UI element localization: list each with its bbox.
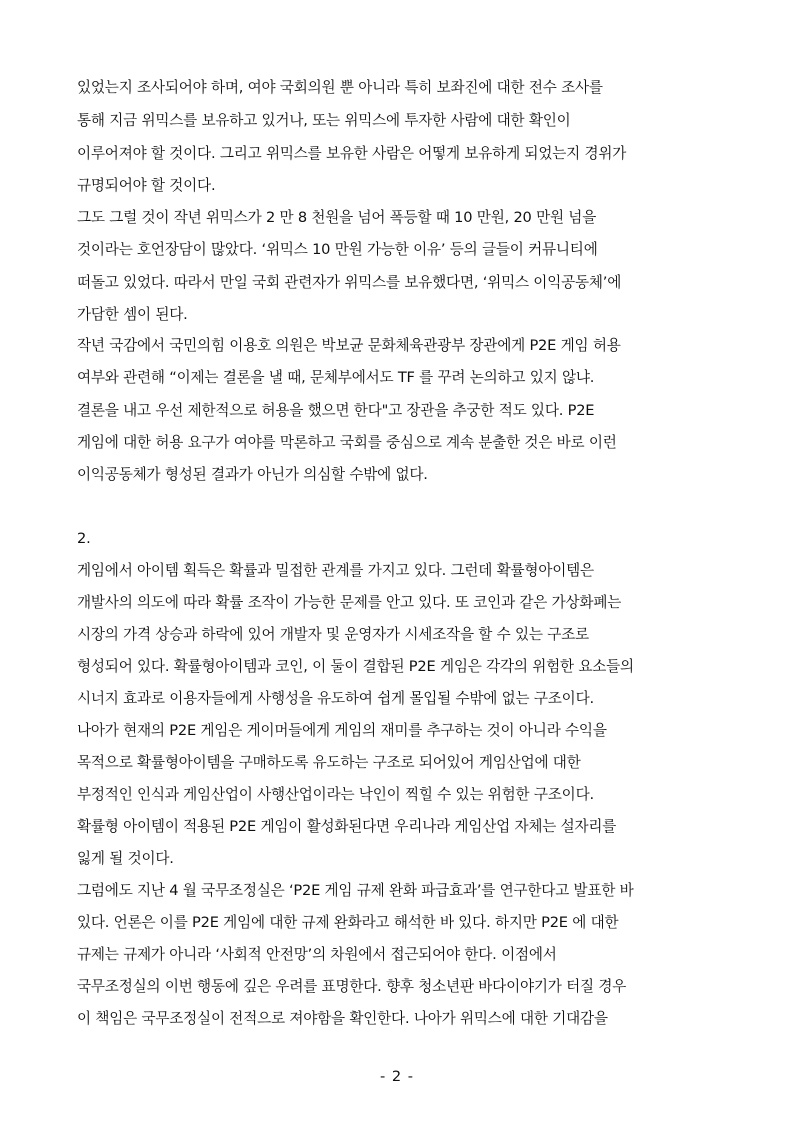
text-line: 개발사의 의도에 따라 확률 조작이 가능한 문제를 안고 있다. 또 코인과 같은 가상화폐는 xyxy=(77,594,622,611)
text-line: 있었는지 조사되어야 하며, 여야 국회의원 뿐 아니라 특히 보좌진에 대한 전수 조사를 xyxy=(77,79,603,96)
text-line: 가담한 셈이 된다. xyxy=(77,306,188,323)
text-line: 있다. 언론은 이를 P2E 게임에 대한 규제 완화라고 해석한 바 있다. 하지만 P2E 에 대한 xyxy=(77,914,619,931)
text-line: 작년 국감에서 국민의힘 이용호 의원은 박보균 문화체육관광부 장관에게 P2E 게임 허용 xyxy=(77,337,621,354)
text-line: 여부와 관련해 “이제는 결론을 낼 때, 문체부에서도 TF 를 꾸려 논의하고 있지 않냐. xyxy=(77,369,595,386)
text-line: 게임에 대한 허용 요구가 여야를 막론하고 국회를 중심으로 계속 분출한 것은 바로 이런 xyxy=(77,434,617,451)
text-line: 게임에서 아이템 획득은 확률과 밀접한 관계를 가지고 있다. 그런데 확률형아이템은 xyxy=(77,562,594,579)
text-line: 것이라는 호언장담이 많았다. ‘위믹스 10 만원 가능한 이유’ 등의 글들이 커뮤니티에 xyxy=(77,241,598,258)
text-line: 규명되어야 할 것이다. xyxy=(77,177,216,194)
text-line: 그럼에도 지난 4 월 국무조정실은 ‘P2E 게임 규제 완화 파급효과’를 연구한다고 발표한 바 xyxy=(77,882,634,899)
text-line: 이루어져야 할 것이다. 그리고 위믹스를 보유한 사람은 어떻게 보유하게 되었는지 경위가 xyxy=(77,145,627,162)
text-line: 형성되어 있다. 확률형아이템과 코인, 이 둘이 결합된 P2E 게임은 각각의 위험한 요소들의 xyxy=(77,658,634,675)
text-line: 그도 그럴 것이 작년 위믹스가 2 만 8 천원을 넘어 폭등할 때 10 만원, 20 만원 넘을 xyxy=(77,209,597,226)
text-line: 나아가 현재의 P2E 게임은 게이머들에게 게임의 재미를 추구하는 것이 아니라 수익을 xyxy=(77,722,607,739)
text-line: 확률형 아이템이 적용된 P2E 게임이 활성화된다면 우리나라 게임산업 자체는 설자리를 xyxy=(77,818,617,835)
text-line: 목적으로 확률형아이템을 구매하도록 유도하는 구조로 되어있어 게임산업에 대한 xyxy=(77,754,581,771)
text-line: 규제는 규제가 아니라 ‘사회적 안전망’의 차원에서 접근되어야 한다. 이점에서 xyxy=(77,946,557,963)
text-line: 잃게 될 것이다. xyxy=(77,850,174,867)
text-line: 시너지 효과로 이용자들에게 사행성을 유도하여 쉽게 몰입될 수밖에 없는 구조이다. xyxy=(77,690,594,707)
text-line: 떠돌고 있었다. 따라서 만일 국회 관련자가 위믹스를 보유했다면, ‘위믹스 이익공동체’에 xyxy=(77,274,622,291)
text-line: 이익공동체가 형성된 결과가 아닌가 의심할 수밖에 없다. xyxy=(77,466,428,483)
text-line: 통해 지금 위믹스를 보유하고 있거나, 또는 위믹스에 투자한 사람에 대한 확인이 xyxy=(77,112,571,129)
section-number: 2. xyxy=(77,530,91,547)
page-number: - 2 - xyxy=(379,1068,415,1085)
text-line: 결론을 내고 우선 제한적으로 허용을 했으면 한다"고 장관을 추궁한 적도 있다. P2E xyxy=(77,402,595,419)
text-line: 이 책임은 국무조정실이 전적으로 져야함을 확인한다. 나아가 위믹스에 대한 기대감을 xyxy=(77,1010,608,1027)
text-line: 부정적인 인식과 게임산업이 사행산업이라는 낙인이 찍힐 수 있는 위험한 구조이다. xyxy=(77,786,594,803)
text-line: 국무조정실의 이번 행동에 깊은 우려를 표명한다. 향후 청소년판 바다이야기가 터질 경우 xyxy=(77,978,627,995)
text-line: 시장의 가격 상승과 하락에 있어 개발자 및 운영자가 시세조작을 할 수 있는 구조로 xyxy=(77,626,589,643)
